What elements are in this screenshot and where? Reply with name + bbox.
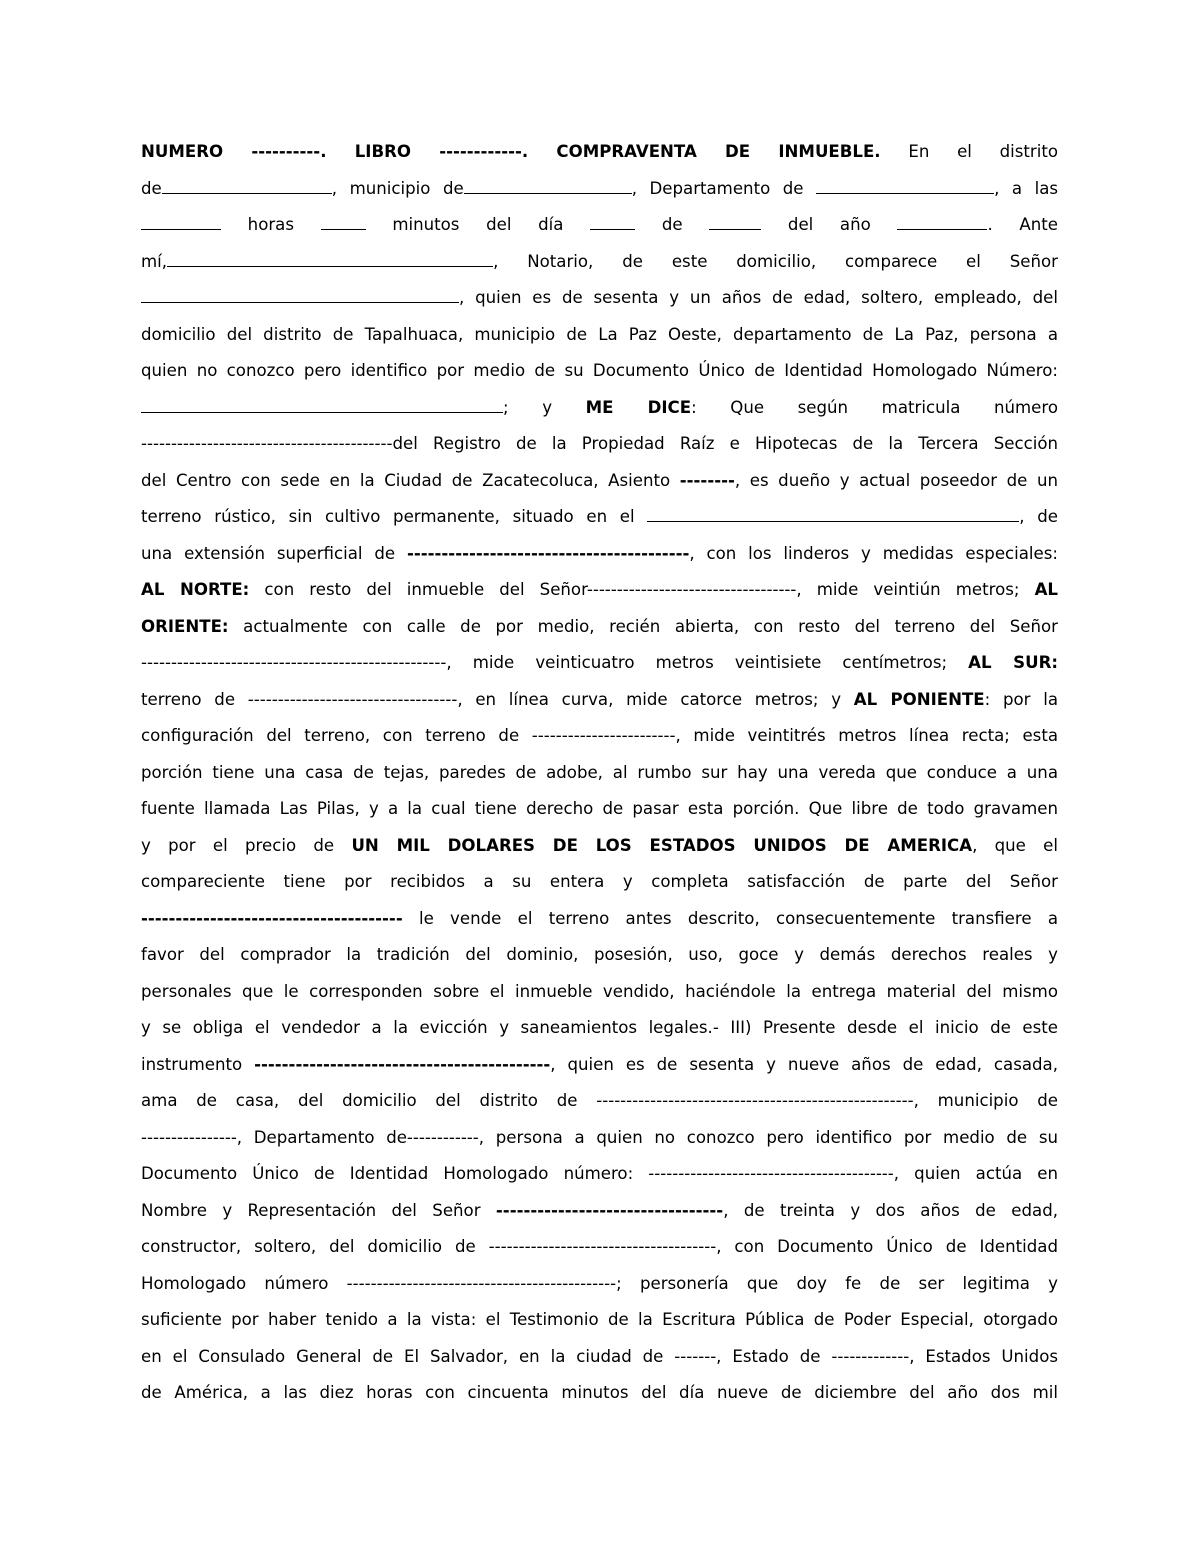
blank-field <box>647 504 1019 522</box>
bold-text: --------------------------------- <box>495 1200 724 1220</box>
text-line <box>141 207 1058 244</box>
text-segment: una extensión superficial de <box>141 543 407 563</box>
text-line <box>141 1120 1058 1157</box>
bold-text: ----------------------------------------- <box>406 543 690 563</box>
text-line <box>141 937 1058 974</box>
text-line <box>141 244 1058 281</box>
text-segment: terreno de -----------------------------------, en línea curva, mide catorce metros; y <box>141 689 854 709</box>
text-line <box>141 1083 1058 1120</box>
text-segment: en el Consulado General de El Salvador, en la ciudad de -------, Estado de -------------, Estados Unidos <box>141 1346 1058 1366</box>
text-line <box>141 1229 1058 1266</box>
text-segment: configuración del terreno, con terreno de ------------------------, mide veintitrés metros línea recta; esta <box>141 726 1058 745</box>
text-segment: porción tiene una casa de tejas, paredes de adobe, al rumbo sur hay una vereda que conduce a una <box>141 762 1058 782</box>
blank-field <box>709 212 761 230</box>
text-line <box>141 536 1058 573</box>
text-segment: constructor, soltero, del domicilio de --------------------------------------, con Documento Único de Identidad <box>141 1237 1058 1256</box>
text-segment: quien no conozco pero identifico por medio de su Documento Único de Identidad Homologado Número: <box>141 361 1058 380</box>
text-segment: de <box>141 178 162 198</box>
text-line <box>141 1193 1058 1230</box>
bold-text: AL SUR: <box>968 653 1058 672</box>
text-segment: Nombre y Representación del Señor <box>141 1200 496 1220</box>
blank-field <box>464 175 632 193</box>
bold-text: ------------------------------------------- <box>254 1054 551 1074</box>
text-line <box>141 317 1058 354</box>
bold-text: ORIENTE: <box>141 616 229 636</box>
text-segment: terreno rústico, sin cultivo permanente, situado en el <box>141 507 648 526</box>
bold-text: NUMERO ----------. LIBRO ------------. COMPRAVENTA DE INMUEBLE. <box>141 142 881 161</box>
text-segment: ----------------, Departamento de------------, persona a quien no conozco pero identifico por medio de su <box>141 1127 1058 1147</box>
text-line <box>141 134 1058 171</box>
text-segment: instrumento <box>141 1054 255 1074</box>
text-segment: y por el precio de <box>141 835 352 855</box>
blank-field <box>141 285 459 303</box>
text-segment: , municipio de <box>331 178 464 198</box>
text-line <box>141 1302 1058 1339</box>
blank-field <box>162 175 332 193</box>
text-segment: , Departamento de <box>631 178 817 198</box>
text-line <box>141 828 1058 865</box>
bold-text: AL <box>1034 580 1058 599</box>
text-segment: ; y <box>503 397 586 417</box>
text-line <box>141 974 1058 1011</box>
text-line <box>141 791 1058 828</box>
bold-text: UN MIL DOLARES DE LOS ESTADOS UNIDOS DE AMERICA <box>351 835 973 855</box>
text-segment: horas <box>221 215 321 234</box>
text-segment: ama de casa, del domicilio del distrito de -----------------------------------------------------, municipio de <box>141 1091 1058 1110</box>
text-segment: ---------------------------------------------------, mide veinticuatro metros veintisiete centímetros; <box>141 653 969 672</box>
blank-field <box>816 175 994 193</box>
text-segment: , de treinta y dos años de edad, <box>723 1200 1058 1220</box>
blank-field <box>897 212 987 230</box>
text-segment: , de <box>1019 507 1058 526</box>
text-segment: y se obliga el vendedor a la evicción y saneamientos legales.- III) Presente desde el inicio de este <box>141 1018 1058 1037</box>
text-line <box>141 1266 1058 1303</box>
text-segment: de América, a las diez horas con cincuenta minutos del día nueve de diciembre del año dos mil <box>141 1383 1058 1402</box>
text-line <box>141 1010 1058 1047</box>
text-segment: del Centro con sede en la Ciudad de Zacatecoluca, Asiento <box>141 470 680 490</box>
text-line <box>141 353 1058 390</box>
text-segment: : Que según matricula número <box>691 397 1058 417</box>
blank-field <box>590 212 635 230</box>
text-line <box>141 426 1058 463</box>
text-segment: compareciente tiene por recibidos a su entera y completa satisfacción de parte del Señor <box>141 872 1058 891</box>
blank-field <box>321 212 366 230</box>
text-segment: Homologado número ---------------------------------------------; personería que doy fe de ser legitima y <box>141 1273 1058 1293</box>
text-segment: , quien es de sesenta y nueve años de edad, casada, <box>550 1054 1058 1074</box>
text-segment: En el distrito <box>880 142 1058 161</box>
text-segment: : por la <box>984 689 1058 709</box>
text-line <box>141 1339 1058 1376</box>
text-line <box>141 645 1058 682</box>
text-line <box>141 572 1058 609</box>
text-segment: domicilio del distrito de Tapalhuaca, municipio de La Paz Oeste, departamento de La Paz, persona a <box>141 324 1058 344</box>
text-line <box>141 1156 1058 1193</box>
text-line <box>141 463 1058 500</box>
text-segment: favor del comprador la tradición del dominio, posesión, uso, goce y demás derechos reales y <box>141 945 1058 964</box>
text-segment: , es dueño y actual poseedor de un <box>734 470 1058 490</box>
text-segment: con resto del inmueble del Señor-----------------------------------, mide veintiún metros; <box>249 580 1035 599</box>
text-line <box>141 280 1058 317</box>
text-segment: ------------------------------------------del Registro de la Propiedad Raíz e Hipotecas de la Tercera Sección <box>141 434 1058 453</box>
text-segment: actualmente con calle de por medio, recién abierta, con resto del terreno del Señor <box>228 616 1058 636</box>
text-line <box>141 864 1058 901</box>
text-segment: suficiente por haber tenido a la vista: el Testimonio de la Escritura Pública de Poder Especial, otorgado <box>141 1310 1058 1329</box>
text-line <box>141 171 1058 208</box>
text-segment: . Ante <box>987 215 1058 234</box>
blank-field <box>141 212 221 230</box>
text-segment: mí, <box>141 251 168 271</box>
text-segment: , con los linderos y medidas especiales: <box>689 543 1058 563</box>
text-segment: fuente llamada Las Pilas, y a la cual tiene derecho de pasar esta porción. Que libre de todo gravamen <box>141 799 1058 818</box>
text-segment: , a las <box>994 178 1058 198</box>
text-segment: , Notario, de este domicilio, comparece el Señor <box>493 251 1058 271</box>
bold-text: -------- <box>679 470 735 490</box>
text-line <box>141 901 1058 938</box>
text-segment: , quien es de sesenta y un años de edad, soltero, empleado, del <box>459 288 1058 307</box>
text-line <box>141 499 1058 536</box>
text-segment: le vende el terreno antes descrito, consecuentemente transfiere a <box>402 908 1058 928</box>
text-line <box>141 609 1058 646</box>
text-segment: de <box>635 215 710 234</box>
text-segment: minutos del día <box>365 215 591 234</box>
text-line <box>141 1047 1058 1084</box>
text-segment: personales que le corresponden sobre el inmueble vendido, haciéndole la entrega material del mismo <box>141 981 1058 1001</box>
bold-text: AL PONIENTE <box>853 689 985 709</box>
deed-text-body <box>141 134 1058 1412</box>
text-line <box>141 755 1058 792</box>
blank-field <box>167 248 493 266</box>
bold-text: AL NORTE: <box>141 580 250 599</box>
text-line <box>141 718 1058 755</box>
text-segment: , que el <box>972 835 1058 855</box>
text-line <box>141 682 1058 719</box>
text-segment: Documento Único de Identidad Homologado número: -----------------------------------------, quien actúa en <box>141 1164 1058 1183</box>
bold-text: ME DICE <box>585 397 692 417</box>
text-segment: del año <box>761 215 898 234</box>
text-line <box>141 390 1058 427</box>
bold-text: -------------------------------------- <box>141 908 403 928</box>
blank-field <box>141 394 503 412</box>
text-line <box>141 1375 1058 1412</box>
